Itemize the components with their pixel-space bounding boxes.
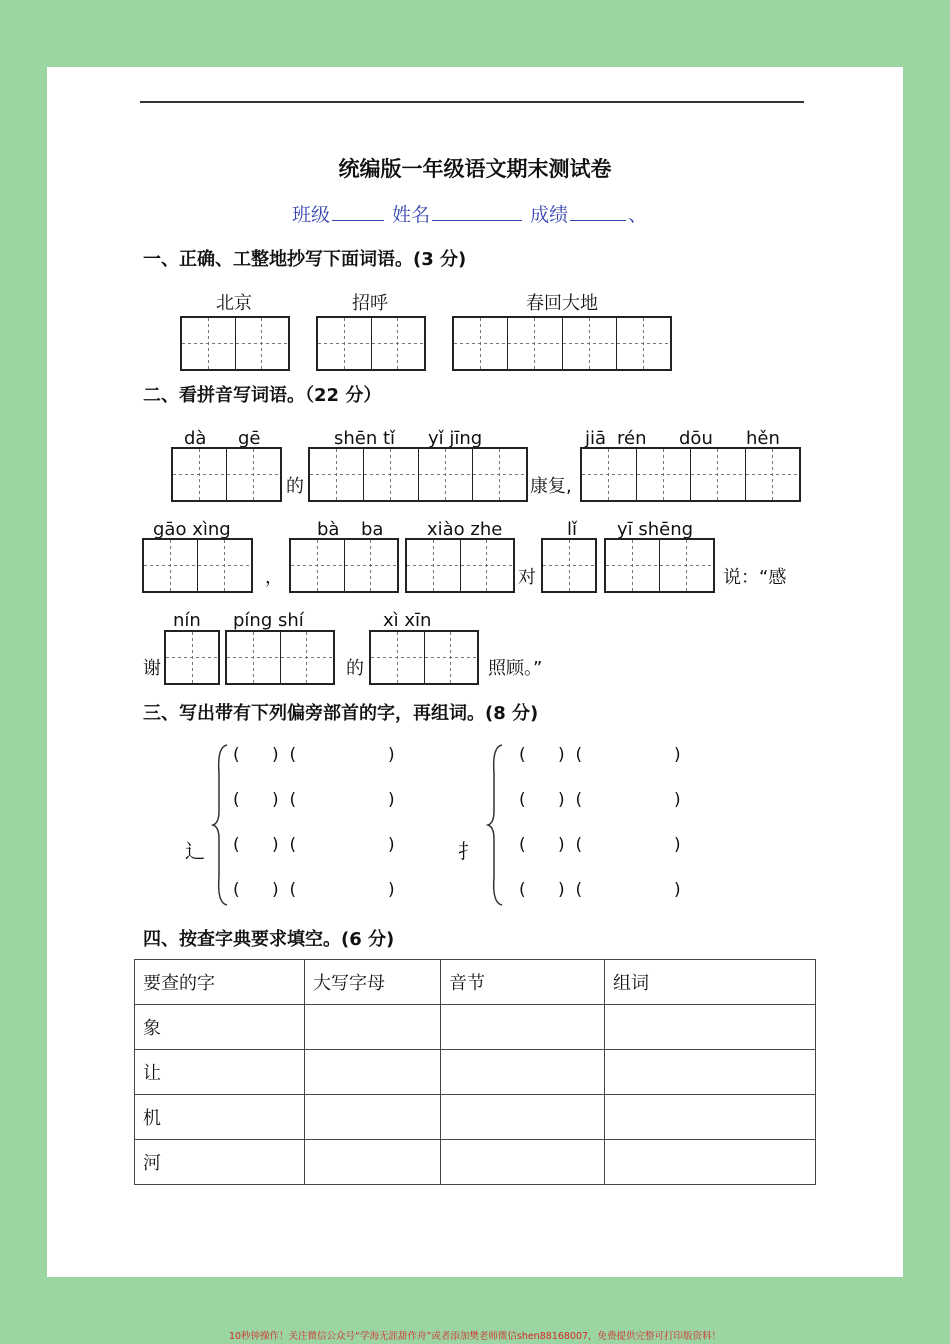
promo-footer: 10秒钟操作！关注微信公众号“学海无涯甜作舟”或者添加樊老师微信shen88168007，免费提供完整可打印版资料！ [228,1331,722,1342]
copy-word-label: 北京 [216,293,252,314]
pinyin: dōu [679,428,713,449]
writing-grid[interactable] [225,630,335,685]
fill-text: 的 [346,658,364,679]
lookup-char: 象 [135,1005,305,1050]
answer-cell[interactable] [441,1140,605,1185]
fill-text: 说：“感 [723,567,787,588]
writing-grid[interactable] [604,538,715,593]
pinyin: píng shí [233,610,304,631]
answer-blank[interactable]: ( ) ( ) [519,790,681,810]
class-field[interactable] [332,204,384,221]
section-1-heading: 一、正确、工整地抄写下面词语。(3 分) [143,249,467,270]
answer-blank[interactable]: ( ) ( ) [233,745,395,765]
table-header: 要查的字 [135,960,305,1005]
table-row [135,1140,816,1185]
page-title: 统编版一年级语文期末测试卷 [338,157,612,181]
answer-cell[interactable] [305,1140,441,1185]
lookup-char: 机 [135,1095,305,1140]
table-header: 音节 [441,960,605,1005]
section-4-heading: 四、按查字典要求填空。(6 分) [143,929,395,950]
writing-grid[interactable] [171,447,282,502]
answer-cell[interactable] [441,1095,605,1140]
answer-cell[interactable] [305,1005,441,1050]
brace-icon [486,743,504,907]
table-row [135,1095,816,1140]
pinyin: xì xīn [383,610,432,631]
pinyin: gāo xìng [153,519,231,540]
student-info [292,200,647,227]
writing-grid[interactable] [142,538,253,593]
table-header: 组词 [605,960,816,1005]
pinyin: lǐ [567,519,578,540]
radical: 辶 [185,839,205,863]
info-tail: 、 [628,204,648,226]
pinyin: gē [238,428,261,449]
table-header: 大写字母 [305,960,441,1005]
fill-text: 照顾。” [488,658,543,679]
writing-grid[interactable] [289,538,399,593]
answer-cell[interactable] [305,1095,441,1140]
writing-grid[interactable] [316,316,426,371]
pinyin: jiā [585,428,607,449]
writing-grid[interactable] [541,538,597,593]
pinyin: ba [361,519,384,540]
answer-cell[interactable] [605,1140,816,1185]
table-row [135,1005,816,1050]
answer-blank[interactable]: ( ) ( ) [233,790,395,810]
pinyin: xiào zhe [427,519,503,540]
fill-text: 谢 [143,658,161,679]
lookup-char: 让 [135,1050,305,1095]
section-3-heading: 三、写出带有下列偏旁部首的字，再组词。(8 分) [143,703,539,724]
answer-blank[interactable]: ( ) ( ) [233,835,395,855]
name-field[interactable] [432,204,522,221]
answer-blank[interactable]: ( ) ( ) [519,835,681,855]
fill-text: 的 [286,476,304,497]
copy-word-label: 招呼 [352,293,388,314]
answer-blank[interactable]: ( ) ( ) [233,880,395,900]
answer-cell[interactable] [605,1005,816,1050]
fill-text: 康复, [530,476,572,497]
copy-word-label: 春回大地 [526,293,598,314]
writing-grid[interactable] [405,538,515,593]
brace-icon [211,743,229,907]
pinyin: dà [184,428,207,449]
score-field[interactable] [570,204,626,221]
worksheet [47,67,903,1277]
header-rule [140,101,804,103]
pinyin: nín [173,610,201,631]
writing-grid[interactable] [452,316,672,371]
dictionary-table [134,959,816,1185]
class-label: 班级 [292,204,331,226]
pinyin: rén [617,428,647,449]
fill-text: 对 [518,567,536,588]
pinyin: yǐ jīng [428,428,483,449]
writing-grid[interactable] [369,630,479,685]
writing-grid[interactable] [580,447,801,502]
answer-cell[interactable] [441,1005,605,1050]
score-label: 成绩 [530,204,569,226]
table-row [135,1050,816,1095]
answer-cell[interactable] [441,1050,605,1095]
writing-grid[interactable] [308,447,528,502]
pinyin: hěn [746,428,780,449]
section-2-heading: 二、看拼音写词语。（22 分） [143,385,382,406]
writing-grid[interactable] [180,316,290,371]
pinyin: yī shēng [617,519,694,540]
pinyin: shēn tǐ [334,428,396,449]
writing-grid[interactable] [164,630,220,685]
answer-blank[interactable]: ( ) ( ) [519,745,681,765]
answer-cell[interactable] [605,1095,816,1140]
answer-blank[interactable]: ( ) ( ) [519,880,681,900]
fill-text: ， [265,567,283,588]
answer-cell[interactable] [605,1050,816,1095]
table-header-row [135,960,816,1005]
name-label: 姓名 [392,204,431,226]
lookup-char: 河 [135,1140,305,1185]
pinyin: bà [317,519,340,540]
radical: 扌 [458,839,478,863]
answer-cell[interactable] [305,1050,441,1095]
